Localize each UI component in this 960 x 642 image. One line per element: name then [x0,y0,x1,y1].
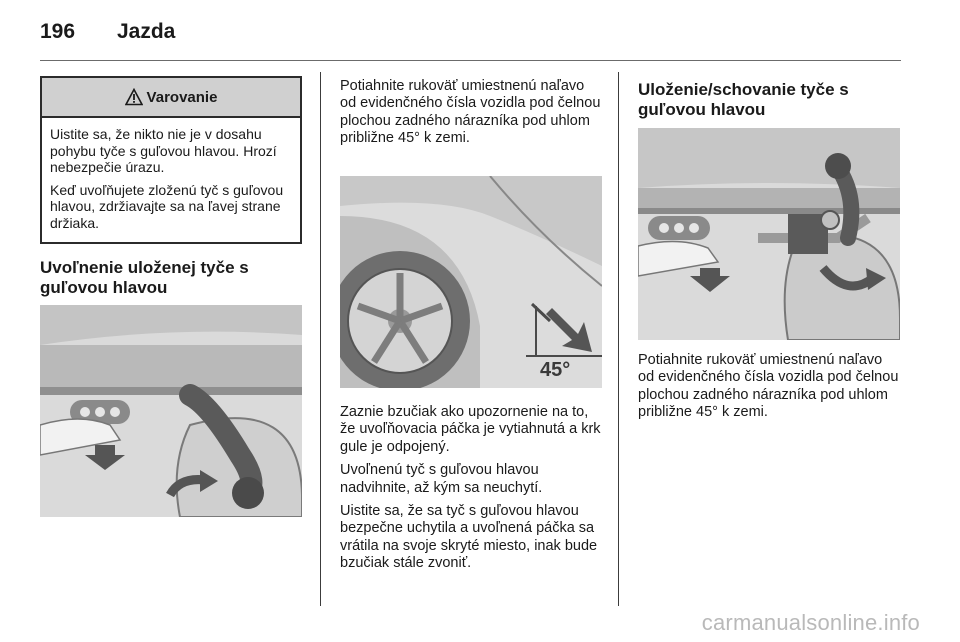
paragraph: Zaznie bzučiak ako upozornenie na to, že uvoľňovacia páčka je vytiahnutá a krk gule je odpojený. [340,404,601,455]
angle-label: 45° [540,359,571,381]
paragraph: Uvoľnenú tyč s guľovou hlavou nadvihnite, až kým sa neuchytí. [340,462,543,496]
page-number: 196 [40,20,76,43]
warning-paragraph: Keď uvoľňujete zloženú tyč s guľovou hlavou, zdržiavajte sa na ľavej strane držiaka. [50,181,284,231]
paragraph: Uistite sa, že sa tyč s guľovou hlavou bezpečne uchytila a uvoľnená páčka sa vrátila na svoje skryté miesto, inak bude bzučiak stále zvoniť. [340,503,598,572]
figure-tow-bar-storage [638,128,900,340]
warning-triangle-icon [125,88,143,106]
page-title: Jazda [117,20,176,43]
section-heading-release: Uvoľnenie uloženej tyče s guľovou hlavou [40,258,249,297]
text-middle-intro [340,78,602,154]
column-divider-right [618,72,619,606]
warning-title: Varovanie [146,88,218,106]
watermark: carmanualsonline.info [701,610,920,635]
text-right-body [638,352,902,428]
warning-body [42,118,300,231]
paragraph: Potiahnite rukoväť umiestnenú naľavo od evidenčného čísla vozidla pod čelnou plochou zadného nárazníka pod uhlom približne 45° k zemi. [340,78,601,147]
warning-paragraph: Uistite sa, že nikto nie je v dosahu pohybu tyče s guľovou hlavou. Hrozí nebezpečie úrazu. [50,126,277,175]
warning-box [40,76,302,244]
figure-tow-bar-release [40,305,302,517]
paragraph: Potiahnite rukoväť umiestnenú naľavo od evidenčného čísla vozidla pod čelnou plochou zadného nárazníka pod uhlom približne 45° k zemi. [638,352,899,421]
figure-handle-45-degrees [340,176,602,388]
section-heading-storage: Uloženie/schovanie tyče s guľovou hlavou [638,80,849,119]
column-divider-left [320,72,321,606]
header-rule [40,60,901,61]
warning-header [42,78,300,118]
text-middle-body [340,404,604,579]
